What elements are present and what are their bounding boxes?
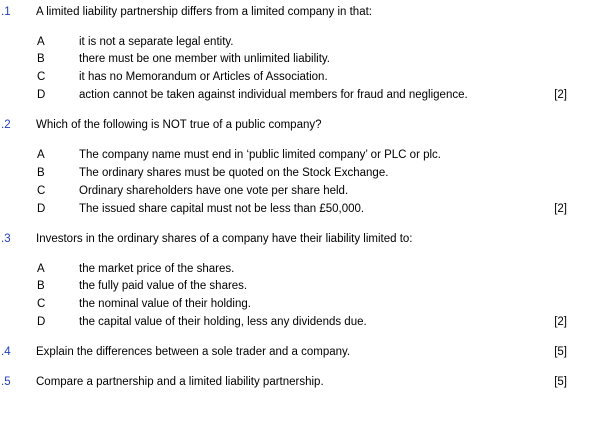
question-3	[0, 233, 590, 249]
option-letter: C	[37, 185, 46, 197]
option-text: the nominal value of their holding.	[79, 298, 251, 310]
option-letter: C	[37, 298, 46, 310]
question-text: Which of the following is NOT true of a public company?	[36, 119, 322, 131]
option-text: the fully paid value of the shares.	[79, 280, 248, 292]
marks-label: [5]	[554, 346, 567, 358]
option-a	[0, 36, 590, 52]
option-d	[0, 316, 590, 332]
option-c	[0, 298, 590, 314]
question-text: Compare a partnership and a limited liability partnership.	[36, 376, 324, 388]
option-b	[0, 53, 590, 69]
option-letter: B	[37, 53, 45, 65]
option-letter: C	[37, 71, 46, 83]
question-number: .4	[1, 346, 11, 358]
option-d	[0, 89, 590, 105]
option-b	[0, 280, 590, 296]
marks-label: [2]	[554, 89, 567, 101]
option-letter: B	[37, 167, 45, 179]
option-c	[0, 185, 590, 201]
option-letter: D	[37, 316, 46, 328]
question-text: A limited liability partnership differs from a limited company in that:	[36, 6, 372, 18]
question-1	[0, 6, 590, 22]
option-text: it has no Memorandum or Articles of Association.	[79, 71, 328, 83]
question-number: .3	[1, 233, 11, 245]
question-number: .2	[1, 119, 11, 131]
option-letter: B	[37, 280, 45, 292]
option-text: The issued share capital must not be less than £50,000.	[79, 203, 365, 215]
question-number: .1	[1, 6, 11, 18]
option-text: the capital value of their holding, less any dividends due.	[79, 316, 367, 328]
option-a	[0, 149, 590, 165]
option-letter: D	[37, 89, 46, 101]
question-5	[0, 376, 590, 392]
option-text: Ordinary shareholders have one vote per share held.	[79, 185, 349, 197]
option-text: the market price of the shares.	[79, 263, 235, 275]
option-text: there must be one member with unlimited liability.	[79, 53, 330, 65]
option-d	[0, 203, 590, 219]
question-4	[0, 346, 590, 362]
question-text: Investors in the ordinary shares of a company have their liability limited to:	[36, 233, 413, 245]
marks-label: [2]	[554, 316, 567, 328]
question-number: .5	[1, 376, 11, 388]
question-2	[0, 119, 590, 135]
option-a	[0, 263, 590, 279]
option-text: action cannot be taken against individual members for fraud and negligence.	[79, 89, 468, 101]
option-letter: A	[37, 149, 45, 161]
option-text: The company name must end in ‘public limited company’ or PLC or plc.	[79, 149, 441, 161]
option-text: it is not a separate legal entity.	[79, 36, 234, 48]
option-text: The ordinary shares must be quoted on the Stock Exchange.	[79, 167, 389, 179]
option-letter: D	[37, 203, 46, 215]
marks-label: [5]	[554, 376, 567, 388]
question-text: Explain the differences between a sole trader and a company.	[36, 346, 351, 358]
option-c	[0, 71, 590, 87]
marks-label: [2]	[554, 203, 567, 215]
option-letter: A	[37, 36, 45, 48]
option-b	[0, 167, 590, 183]
option-letter: A	[37, 263, 45, 275]
